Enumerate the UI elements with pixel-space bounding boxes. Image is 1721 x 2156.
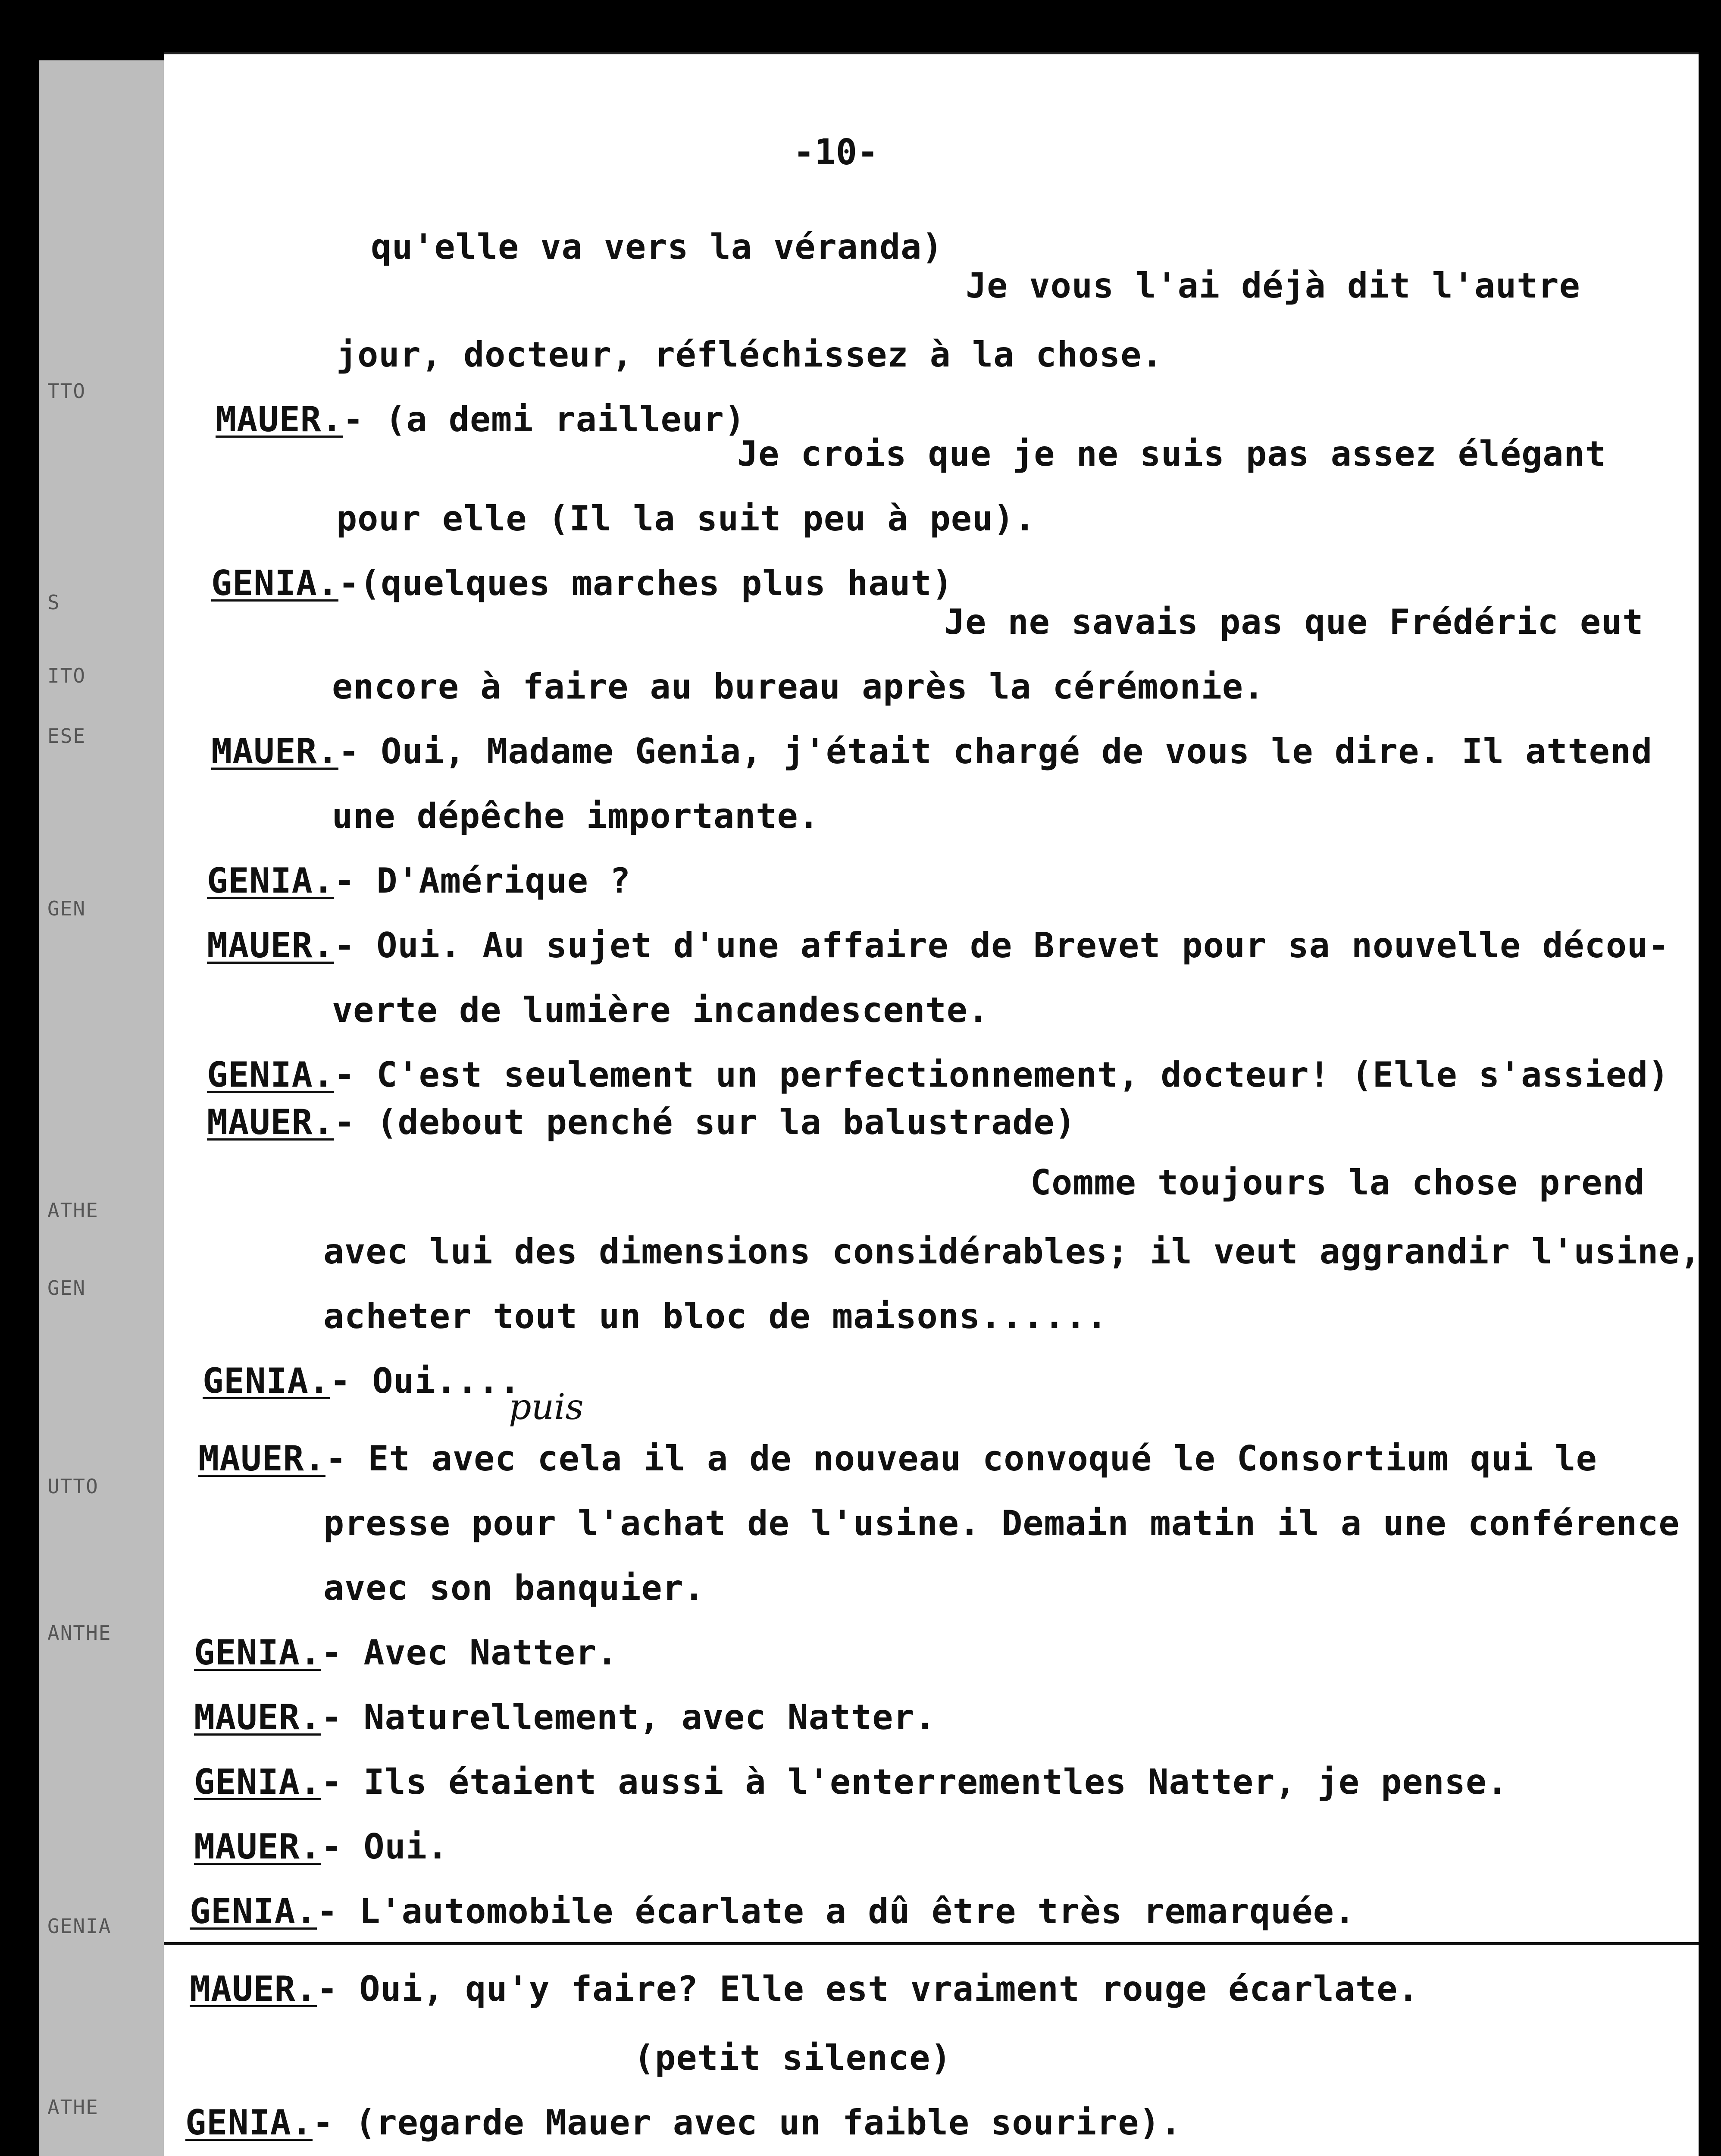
line-text: presse pour l'achat de l'usine. Demain matin il a une conférence [323,1503,1680,1543]
line-text: - Oui.... [329,1361,521,1401]
speaker-name: GENIA. [207,861,334,901]
speaker-name: MAUER. [207,925,334,965]
speaker-name: GENIA. [203,1361,330,1401]
speaker-name: MAUER. [194,1697,321,1737]
line-text: - (regarde Mauer avec un faible sourire). [312,2103,1182,2143]
script-line [211,731,1652,771]
script-line [332,667,1264,707]
strip-label: S [47,591,60,614]
line-text: - Oui, qu'y faire? Elle est vraiment rouge écarlate. [316,1969,1419,2009]
script-line [207,1055,1669,1095]
line-text: une dépêche importante. [332,796,820,836]
line-text: avec lui des dimensions considérables; il veut aggrandir l'usine, [323,1232,1701,1272]
speaker-name: GENIA. [190,1891,317,1931]
line-text: verte de lumière incandescente. [332,990,989,1030]
line-text: acheter tout un bloc de maisons...... [323,1296,1108,1336]
line-text: pour elle (Il la suit peu à peu). [336,498,1036,539]
line-text: - (a demi railleur) [342,399,746,439]
line-text: encore à faire au bureau après la cérémonie. [332,667,1265,707]
script-line [194,1762,1508,1802]
page-number: -10- [793,132,879,173]
speaker-name: MAUER. [216,399,343,439]
line-text: - Oui. Au sujet d'une affaire de Brevet pour sa nouvelle décou- [334,925,1670,965]
adjacent-page-strip [39,60,171,2156]
line-text: - (debout penché sur la balustrade) [334,1102,1076,1142]
script-line [185,2103,1182,2143]
line-text: - L'automobile écarlate a dû être très remarquée. [316,1891,1356,1931]
script-line [198,1438,1597,1479]
line-text: - Avec Natter. [321,1633,618,1673]
script-line [332,990,989,1030]
strip-label: GEN [47,1276,86,1300]
script-line [1030,1163,1645,1203]
script-line [194,1827,448,1867]
line-text: jour, docteur, réfléchissez à la chose. [336,335,1163,375]
script-line [323,1503,1680,1543]
script-line [211,563,953,603]
speaker-name: MAUER. [190,1969,317,2009]
script-line [207,925,1669,965]
strip-label: GENIA [47,1915,112,1938]
speaker-name: GENIA. [194,1633,321,1673]
line-text: Je ne savais pas que Frédéric eut [944,602,1644,642]
script-line [207,861,631,901]
speaker-name: GENIA. [194,1762,321,1802]
script-line [737,434,1606,474]
script-page [164,52,1699,2156]
script-line [207,1102,1076,1142]
line-text: -(quelques marches plus haut) [338,563,953,603]
speaker-name: GENIA. [185,2103,313,2143]
line-text: avec son banquier. [323,1568,705,1608]
speaker-name: GENIA. [207,1055,334,1095]
strip-label: ATHE [47,1199,99,1222]
strip-label: ANTHE [47,1621,112,1645]
speaker-name: MAUER. [198,1438,325,1479]
script-line [944,602,1643,642]
line-text: Comme toujours la chose prend [1030,1163,1645,1203]
line-text: - Oui, Madame Genia, j'était chargé de vous le dire. Il attend [338,731,1653,771]
speaker-name: GENIA. [211,563,338,603]
script-line [323,1568,705,1608]
speaker-name: MAUER. [194,1827,321,1867]
script-line [966,266,1580,306]
script-line [323,1232,1701,1272]
line-text: - Et avec cela il a de nouveau convoqué le Consortium qui le [325,1438,1597,1479]
script-line [336,335,1163,375]
script-line [634,2038,951,2078]
speaker-name: MAUER. [207,1102,334,1142]
script-line [336,498,1036,539]
line-text: Je crois que je ne suis pas assez élégant [737,434,1606,474]
page-edge-rule [164,1942,1699,1945]
line-text: - C'est seulement un perfectionnement, docteur! (Elle s'assied) [334,1055,1670,1095]
strip-label: TTO [47,379,86,403]
strip-label: ITO [47,664,86,687]
line-text: Je vous l'ai déjà dit l'autre [966,266,1580,306]
strip-label: ATHE [47,2096,99,2119]
script-line [194,1633,618,1673]
strip-label: ESE [47,724,86,748]
strip-label: UTTO [47,1475,99,1498]
line-text: - Oui. [321,1827,448,1867]
strip-label: GEN [47,897,86,920]
line-text: (petit silence) [634,2038,952,2078]
script-line [371,227,943,267]
handwritten-insertion: puis [509,1387,584,1428]
script-line [332,796,820,836]
line-text: - D'Amérique ? [334,861,631,901]
line-text: qu'elle va vers la véranda) [371,227,943,267]
line-text: - Naturellement, avec Natter. [321,1697,936,1737]
line-text: - Ils étaient aussi à l'enterrementles Natter, je pense. [321,1762,1508,1802]
script-line [190,1969,1419,2009]
script-line [323,1296,1108,1336]
script-line [203,1361,520,1401]
speaker-name: MAUER. [211,731,338,771]
script-line [190,1891,1355,1931]
script-line [216,399,745,439]
script-line [194,1697,936,1737]
